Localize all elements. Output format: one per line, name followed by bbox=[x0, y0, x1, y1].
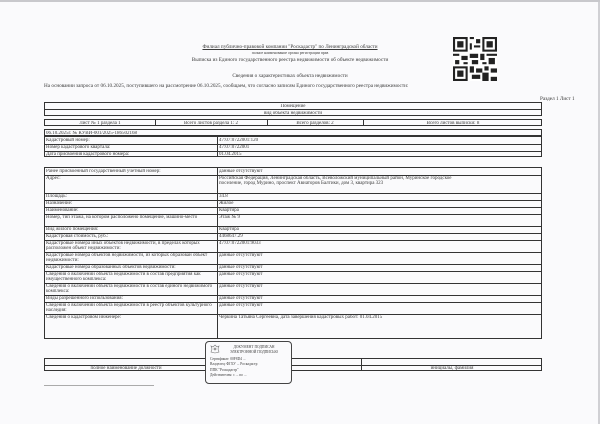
detail-label: Ранее присвоенный государственный учетный номер: bbox=[46, 168, 161, 174]
divider bbox=[44, 385, 154, 386]
sheets-in-section: Всего листов раздела 1: 2 bbox=[183, 120, 239, 126]
emblem-icon bbox=[210, 344, 220, 354]
ref-number: 06.10.2025г. № КУВИ-001/2025-186502168 bbox=[46, 130, 137, 136]
detail-value: данные отсутствуют bbox=[219, 295, 263, 301]
address-value: Российская Федерация, Ленинградская область, Всеволожский муниципальный район, Муринское городское поселение, город Мурино, проспект Авиаторов Балтики, дом 3, квартира 323 bbox=[219, 175, 452, 187]
section-title: Сведения о характеристиках объекта недвижимости bbox=[232, 73, 348, 79]
parent-object-value: 47:07:0722001:9033 bbox=[219, 240, 261, 246]
detail-value: данные отсутствуют bbox=[219, 302, 263, 308]
detail-value: данные отсутствуют bbox=[219, 283, 263, 289]
object-type-table bbox=[44, 102, 542, 116]
stamp-line: Владелец: ФГБУ ... Роскадастр bbox=[210, 362, 258, 366]
details-table bbox=[44, 167, 542, 339]
signature-table bbox=[44, 358, 542, 371]
cadastral-number: 47:07:0722001:120 bbox=[219, 137, 259, 143]
detail-label: Сведения о включении объекта недвижимости в состав единого недвижимого комплекса: bbox=[46, 283, 213, 295]
detail-label: Кадастровая стоимость, руб.: bbox=[46, 233, 109, 239]
purpose-value: Жилое bbox=[219, 200, 234, 206]
stamp-line: ДОКУМЕНТ ПОДПИСАН bbox=[233, 345, 275, 349]
stamp-line: Сертификат: 00F8D4 ... bbox=[210, 357, 246, 361]
detail-label: Вид жилого помещения: bbox=[46, 226, 99, 232]
detail-label: Сведения о включении объекта недвижимости в реестр объектов культурного наследия: bbox=[46, 302, 212, 314]
page-top-edge bbox=[0, 0, 600, 2]
sheet-info-row bbox=[44, 119, 542, 126]
detail-label: Сведения о включении объекта недвижимости в состав предприятия как имущественного комплекса: bbox=[46, 271, 201, 283]
sheet-number: Лист № 1 раздела 1 bbox=[79, 120, 121, 126]
name-caption: инициалы, фамилия bbox=[430, 365, 474, 371]
agency-name: Филиал публично-правовой компании "Роскадастр" по Ленинградской области bbox=[202, 44, 378, 50]
sections-total: Всего разделов: 2 bbox=[296, 120, 334, 126]
main-info-table bbox=[44, 136, 542, 157]
position-caption: полное наименование должности bbox=[90, 365, 162, 371]
name-value: Квартира bbox=[219, 207, 239, 213]
stamp-line: ППК "Роскадастр" bbox=[210, 368, 239, 372]
detail-label: Виды разрешенного использования: bbox=[46, 295, 123, 301]
cadastral-value: 4468647.29 bbox=[219, 233, 243, 239]
cadastral-quarter: 47:07:0722001 bbox=[219, 144, 250, 150]
area-value: 34.8 bbox=[219, 193, 228, 199]
detail-value: данные отсутствуют bbox=[219, 168, 263, 174]
ref-number-row bbox=[44, 129, 542, 136]
main-label: Кадастровый номер: bbox=[46, 137, 90, 143]
detail-label: Кадастровые номера иных объектов недвижимости, в пределах которых расположен объект недвижимости: bbox=[46, 240, 200, 252]
detail-value: данные отсутствуют bbox=[219, 271, 263, 277]
floor-value: Этаж № 9 bbox=[219, 214, 240, 220]
detail-label: Наименование: bbox=[46, 207, 79, 213]
stamp-line: Действителен: с ... по ... bbox=[210, 373, 247, 377]
detail-label: Кадастровые номера объектов недвижимости, из которых образован объект недвижимости: bbox=[46, 252, 208, 264]
detail-label: Сведения о кадастровом инженере: bbox=[46, 314, 122, 320]
detail-value: данные отсутствуют bbox=[219, 264, 263, 270]
detail-label: Назначение: bbox=[46, 200, 73, 206]
object-type: Помещение bbox=[280, 103, 306, 109]
stamp-line: ЭЛЕКТРОННОЙ ПОДПИСЬЮ bbox=[229, 350, 279, 354]
object-type-caption: вид объекта недвижимости bbox=[263, 110, 323, 116]
main-label: Номер кадастрового квартала: bbox=[46, 144, 111, 150]
qr-code-icon bbox=[453, 37, 497, 81]
detail-label: Площадь: bbox=[46, 193, 67, 199]
sheets-total: Всего листов выписки: 8 bbox=[426, 120, 480, 126]
agency-caption: полное наименование органа регистрации прав bbox=[251, 51, 329, 55]
assignment-date: 01.04.2015 bbox=[219, 151, 242, 157]
detail-value: данные отсутствуют bbox=[219, 252, 263, 258]
detail-label: Кадастровые номера образованных объектов недвижимости: bbox=[46, 264, 176, 270]
electronic-signature-stamp bbox=[205, 341, 292, 384]
engineer-value: Черкина Татьяна Сергеевна, дата завершения кадастровых работ: 01.04.2015 bbox=[219, 314, 383, 320]
main-label: Дата присвоения кадастрового номера: bbox=[46, 151, 130, 157]
detail-label: Адрес: bbox=[46, 175, 61, 181]
section-sheet-label: Раздел 1 Лист 1 bbox=[540, 96, 575, 102]
basis-text: На основании запроса от 06.10.2025, поступившего на рассмотрение 06.10.2025, сообщаем, что согласно записям Единого государственного реестра недвижимости: bbox=[44, 83, 409, 89]
extract-title: Выписка из Единого государственного реестра недвижимости об объекте недвижимости bbox=[191, 57, 389, 63]
residential-type-value: Квартира bbox=[219, 226, 239, 232]
detail-label: Номер, тип этажа, на котором расположено помещение, машино-место bbox=[46, 214, 198, 220]
